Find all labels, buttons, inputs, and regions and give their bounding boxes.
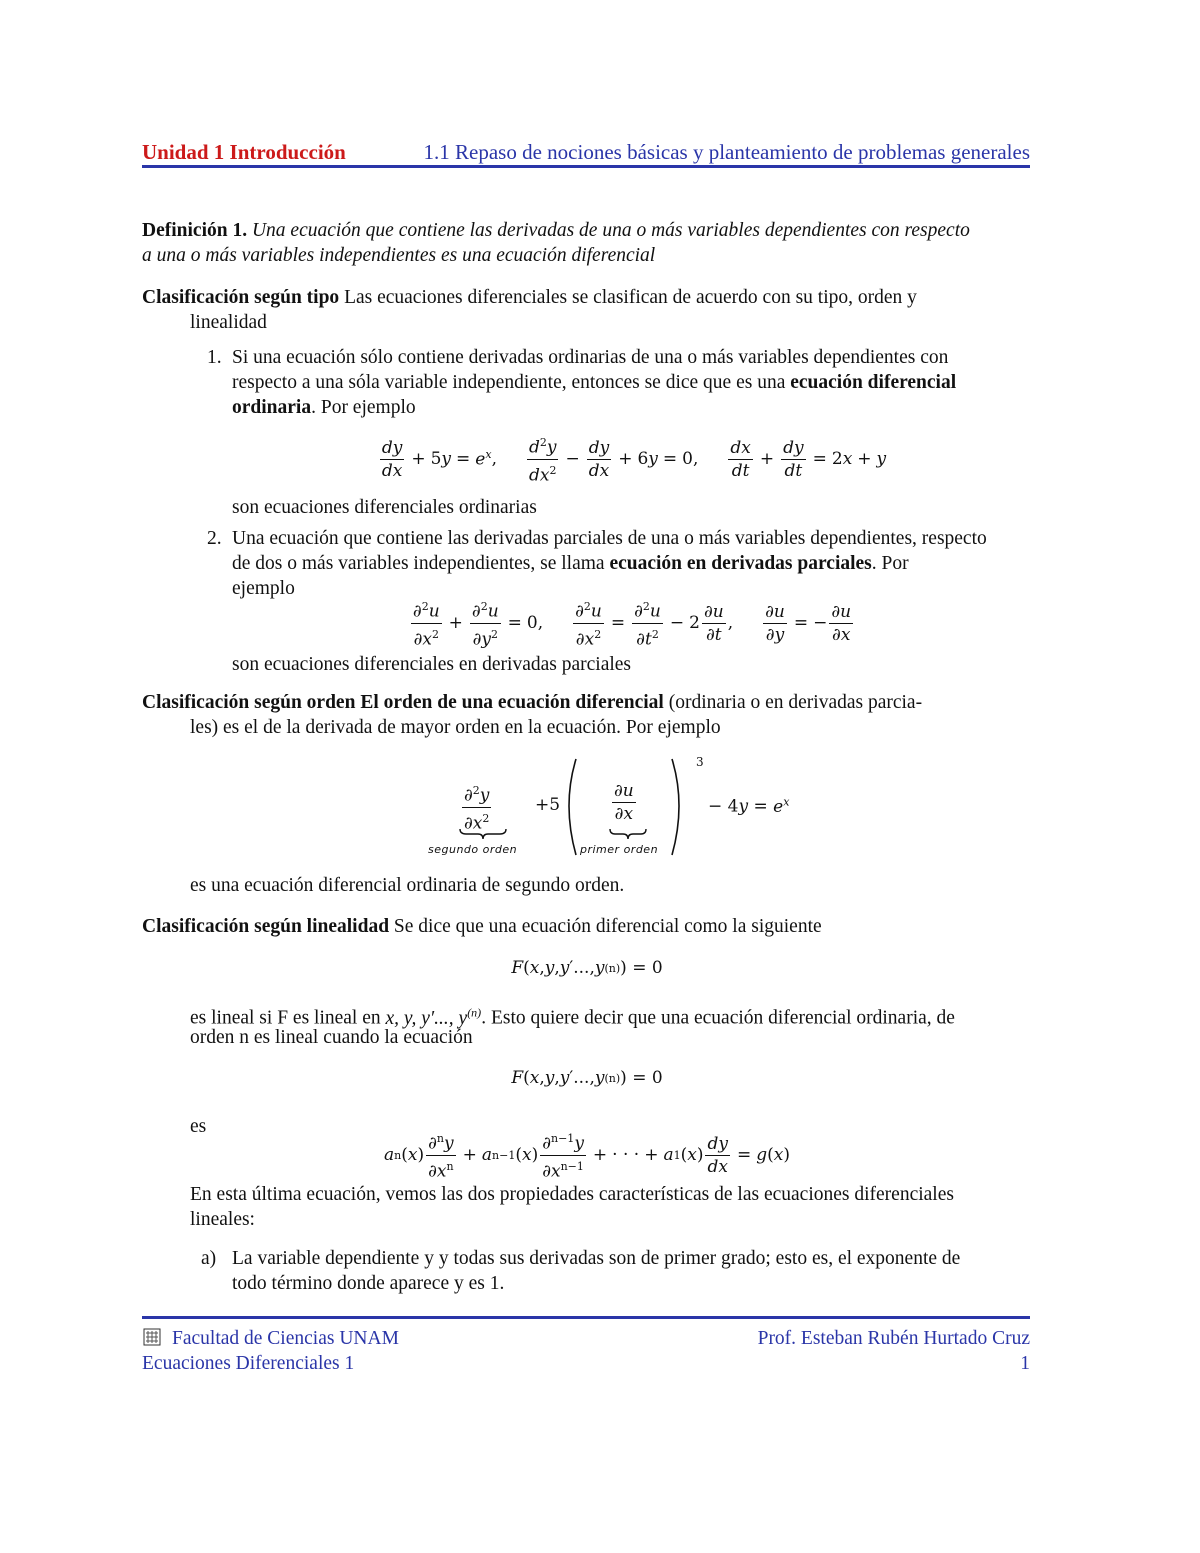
lineal-post: . Esto quiere decir que una ecuación diferencial ordinaria, de [481,1007,955,1029]
item1-bold-a: ecuación diferencial [790,372,957,393]
propiedades [190,1182,1032,1232]
item1-line2: respecto a una sóla variable independiente, entonces se dice que es una [232,372,786,393]
label-primer-orden: primer orden [580,843,659,856]
item1-number: 1. [207,347,222,368]
page-number: 1 [1020,1353,1030,1374]
underbrace-primer [608,827,648,841]
item2-after: son ecuaciones diferenciales en derivadas parciales [232,654,632,675]
footer-rule [142,1316,1030,1319]
orden-heading: Clasificación según orden [142,692,356,713]
item1-bold-b: ordinaria [232,397,312,418]
linear-form: a n ( x ) $\frac{\partial^ny}{\partial x^n}$ + a n−1 ( x ) $\frac{\partial^{n-1}y}{\partial x^{n-1}}$ + · · · + a 1 ( x ) $\frac{dy}{dx}$ = g ( x ) [142,1128,1032,1182]
definition-block [142,218,1032,268]
lineal-orden: orden n es lineal cuando la ecuación [190,1027,473,1048]
lineal-line: es lineal si F es lineal en x, y, y′..., $y^{(n)}$. Esto quiere decir que una ecuación diferencial ordinaria, de [190,1005,955,1029]
linealidad-intro-text: Se dice que una ecuación diferencial como la siguiente [393,916,822,937]
header-section: 1.1 Repaso de nociones básicas y planteamiento de problemas generales [423,140,1030,164]
item1-after: son ecuaciones diferenciales ordinarias [232,497,537,518]
definition-label: Definición 1. [142,220,248,241]
item1-text [232,345,1032,420]
footer-professor: Prof. Esteban Rubén Hurtado Cruz [757,1328,1030,1349]
ode-examples: $\frac{dy}{dx}$ + 5y = $e^x$ , $\frac{d^2y}{dx^2}$ − $\frac{dy}{dx}$ + 6y = 0, $\frac{dx}{dt}$ + $\frac{dy}{dt}$ = 2x + y [232,432,1032,486]
orden-intro [142,690,1032,715]
label-segundo-orden: segundo orden [428,843,518,856]
definition-text-2: a una o más variables independientes es una ecuación diferencial [142,245,656,266]
item1-line3-post: . Por ejemplo [311,397,416,418]
item2-line3: ejemplo [232,578,295,599]
lineal-pre: es lineal si F es lineal en [190,1007,381,1029]
underbrace-segundo [458,827,508,841]
item-a-text [232,1246,1032,1296]
header-unit: Unidad 1 Introducción [142,140,346,164]
footer-course: Ecuaciones Diferenciales 1 [142,1353,355,1374]
header-rule [142,165,1030,168]
item2-bold: ecuación en derivadas parciales [609,553,872,574]
faculty-logo-icon [143,1328,161,1350]
linealidad-heading: Clasificación según linealidad [142,916,390,937]
es-word: es [190,1116,207,1137]
tipo-heading: Clasificación según tipo [142,287,340,308]
general-equation-1: F ( x , y , y ′..., y (n) ) = 0 [511,958,663,978]
definition-text-1: Una ecuación que contiene las derivadas de una o más variables dependientes con respecto [251,220,970,241]
orden-line1-post: (ordinaria o en derivadas parcia- [668,692,923,713]
order-example: $\frac{\partial^2y}{\partial x^2}$ segundo orden +5 $\frac{\partial u}{\partial x}$ primer orden 3 − $4y = e^x$ [420,755,840,865]
pde-examples: $\frac{\partial^2u}{\partial x^2}$ + $\frac{\partial^2u}{\partial y^2}$ = 0, $\frac{\partial^2u}{\partial x^2}$ = $\frac{\partial^2u}{\partial t^2}$ − 2 $\frac{\partial u}{\partial t}$ , $\frac{\partial u}{\partial y}$ = − $\frac{\partial u}{\partial x}$ [232,596,1032,650]
general-equation-2: F ( x , y , y ′..., y (n) ) = 0 [511,1068,663,1088]
item2-line1: Una ecuación que contiene las derivadas parciales de una o más variables dependientes, respecto [232,528,987,549]
item2-text [232,526,1032,601]
item-a-label: a) [201,1248,217,1269]
linealidad-intro [142,914,1032,939]
item-a-line1: La variable dependiente y y todas sus derivadas son de primer grado; esto es, el exponente de [232,1248,961,1269]
tipo-intro-2: linealidad [190,312,267,333]
item-a-line2: todo término donde aparece y es 1. [232,1273,505,1294]
item2-line2: de dos o más variables independientes, se llama [232,553,605,574]
tipo-intro [142,285,1032,310]
orden-line2: les) es el de la derivada de mayor orden en la ecuación. Por ejemplo [190,717,721,738]
prop-line1: En esta última ecuación, vemos las dos propiedades características de las ecuaciones diferenciales [190,1184,954,1205]
tipo-intro-1: Las ecuaciones diferenciales se clasifican de acuerdo con su tipo, orden y [344,287,917,308]
orden-bold: El orden de una ecuación diferencial [360,692,664,713]
item1-line1: Si una ecuación sólo contiene derivadas ordinarias de una o más variables dependientes con [232,347,949,368]
item2-line2-post: . Por [871,553,909,574]
orden-after: es una ecuación diferencial ordinaria de segundo orden. [190,875,625,896]
footer-faculty: Facultad de Ciencias UNAM [172,1328,399,1349]
item2-number: 2. [207,528,222,549]
prop-line2: lineales: [190,1209,255,1230]
